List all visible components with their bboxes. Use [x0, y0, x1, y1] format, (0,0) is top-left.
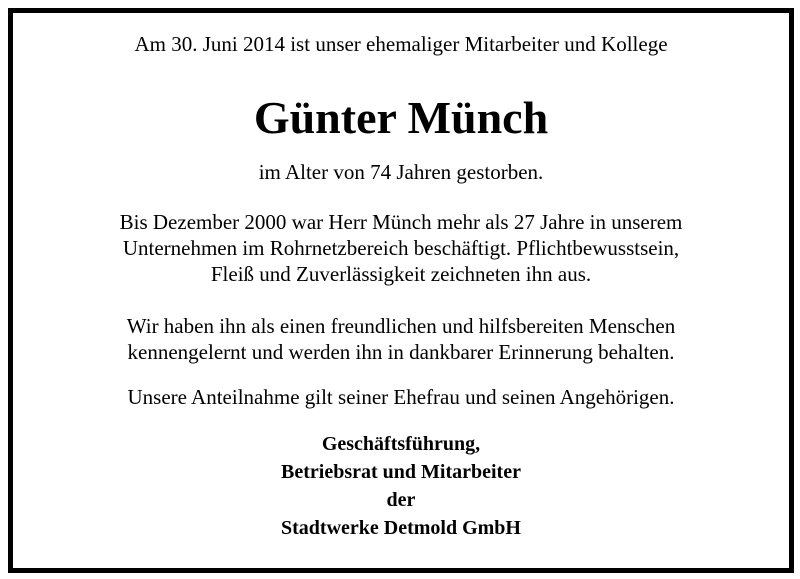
- paragraph-line: Wir haben ihn als einen freundlichen und hilfsbereiten Menschen: [126, 314, 676, 338]
- paragraph-line: Fleiß und Zuverlässigkeit zeichneten ihn aus.: [210, 262, 592, 286]
- paragraph-line: kennengelernt und werden ihn in dankbarer Erinnerung behalten.: [127, 340, 675, 364]
- deceased-name: Günter Münch: [253, 92, 549, 143]
- intro-text: Am 30. Juni 2014 ist unser ehemaliger Mitarbeiter und Kollege: [134, 32, 668, 56]
- paragraph-line: Bis Dezember 2000 war Herr Münch mehr als 27 Jahre in unserem: [119, 210, 683, 234]
- condolence-text: Unsere Anteilnahme gilt seiner Ehefrau und seinen Angehörigen.: [127, 385, 675, 409]
- signature-line: Betriebsrat und Mitarbeiter: [281, 461, 521, 483]
- signature-line: Geschäftsführung,: [321, 433, 481, 455]
- signature-line: der: [386, 489, 416, 511]
- age-text: im Alter von 74 Jahren gestorben.: [258, 160, 544, 184]
- paragraph-line: Unternehmen im Rohrnetzbereich beschäftigt. Pflichtbewusstsein,: [122, 236, 680, 260]
- obituary-notice: [8, 8, 794, 573]
- company-name: Stadtwerke Detmold GmbH: [281, 517, 521, 539]
